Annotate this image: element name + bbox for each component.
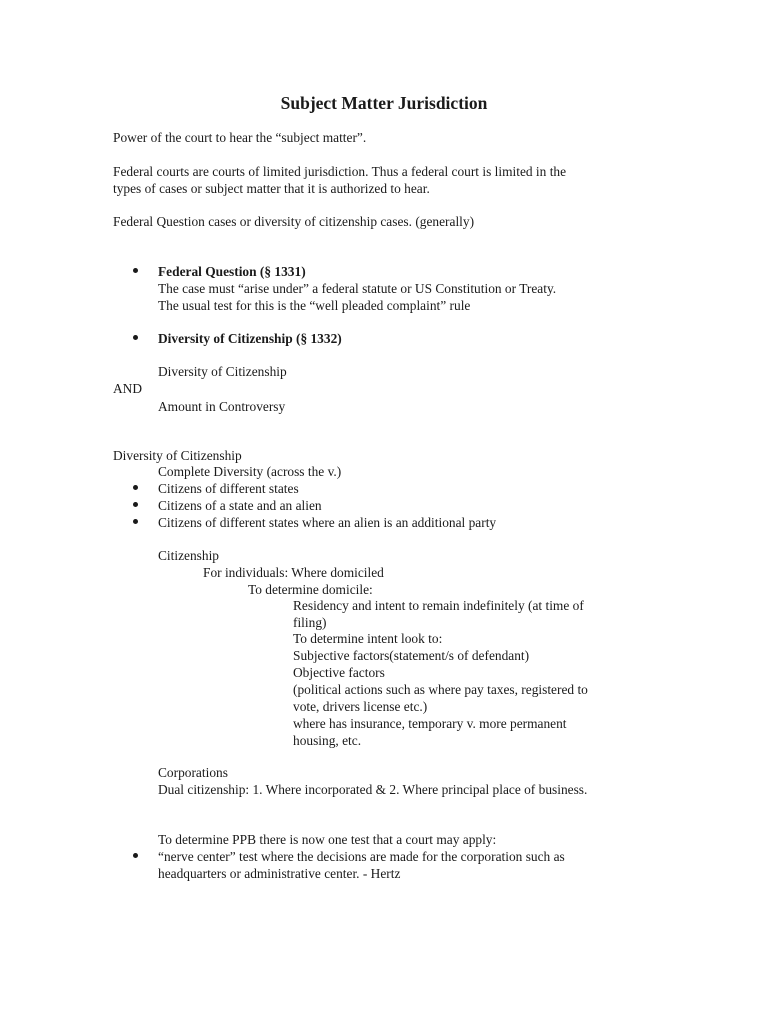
bullet-icon: [133, 502, 138, 507]
bullet-icon: [133, 853, 138, 858]
bullet-icon: [133, 335, 138, 340]
bullet-icon: [133, 268, 138, 273]
bullet-icon: [133, 519, 138, 524]
intent-line: To determine intent look to:: [293, 631, 443, 646]
diversity-bullet-item: Citizens of different states where an alien is an additional party: [158, 515, 497, 530]
residency-line-2: filing): [293, 615, 327, 630]
bullet-icon: [133, 485, 138, 490]
diversity-bullet-item: Citizens of a state and an alien: [158, 498, 322, 513]
nerve-center-line-1: “nerve center” test where the decisions are made for the corporation such as: [158, 849, 565, 864]
intro-power-line: Power of the court to hear the “subject matter”.: [113, 130, 367, 145]
objective-factors-line: Objective factors: [293, 665, 385, 680]
subjective-factors-line: Subjective factors(statement/s of defendant): [293, 648, 530, 663]
requirement-diversity: Diversity of Citizenship: [158, 364, 287, 379]
determine-domicile-line: To determine domicile:: [248, 582, 373, 597]
individuals-line: For individuals: Where domiciled: [203, 565, 384, 580]
insurance-line-1: where has insurance, temporary v. more permanent: [293, 716, 567, 731]
federal-question-line-1: The case must “arise under” a federal statute or US Constitution or Treaty.: [158, 281, 557, 296]
corporations-heading: Corporations: [158, 765, 228, 780]
political-actions-line-2: vote, drivers license etc.): [293, 699, 428, 714]
residency-line-1: Residency and intent to remain indefinitely (at time of: [293, 598, 584, 613]
diversity-section-heading: Diversity of Citizenship: [113, 448, 242, 463]
citizenship-heading: Citizenship: [158, 548, 219, 563]
political-actions-line-1: (political actions such as where pay taxes, registered to: [293, 682, 588, 697]
complete-diversity-line: Complete Diversity (across the v.): [158, 464, 342, 479]
requirement-amount: Amount in Controversy: [158, 399, 286, 414]
requirement-connector: AND: [113, 381, 143, 396]
federal-question-line-2: The usual test for this is the “well pleaded complaint” rule: [158, 298, 471, 313]
nerve-center-line-2: headquarters or administrative center. - Hertz: [158, 866, 401, 881]
dual-citizenship-line: Dual citizenship: 1. Where incorporated & 2. Where principal place of business.: [158, 782, 588, 797]
insurance-line-2: housing, etc.: [293, 733, 362, 748]
diversity-heading: Diversity of Citizenship (§ 1332): [158, 331, 342, 346]
diversity-bullet-item: Citizens of different states: [158, 481, 299, 496]
ppb-test-line: To determine PPB there is now one test that a court may apply:: [158, 832, 497, 847]
intro-case-types-line: Federal Question cases or diversity of citizenship cases. (generally): [113, 214, 475, 229]
page-title: Subject Matter Jurisdiction: [280, 93, 488, 113]
intro-limited-line-1: Federal courts are courts of limited jurisdiction. Thus a federal court is limited in the: [113, 164, 567, 179]
intro-limited-line-2: types of cases or subject matter that it is authorized to hear.: [113, 181, 430, 196]
federal-question-heading: Federal Question (§ 1331): [158, 264, 306, 279]
